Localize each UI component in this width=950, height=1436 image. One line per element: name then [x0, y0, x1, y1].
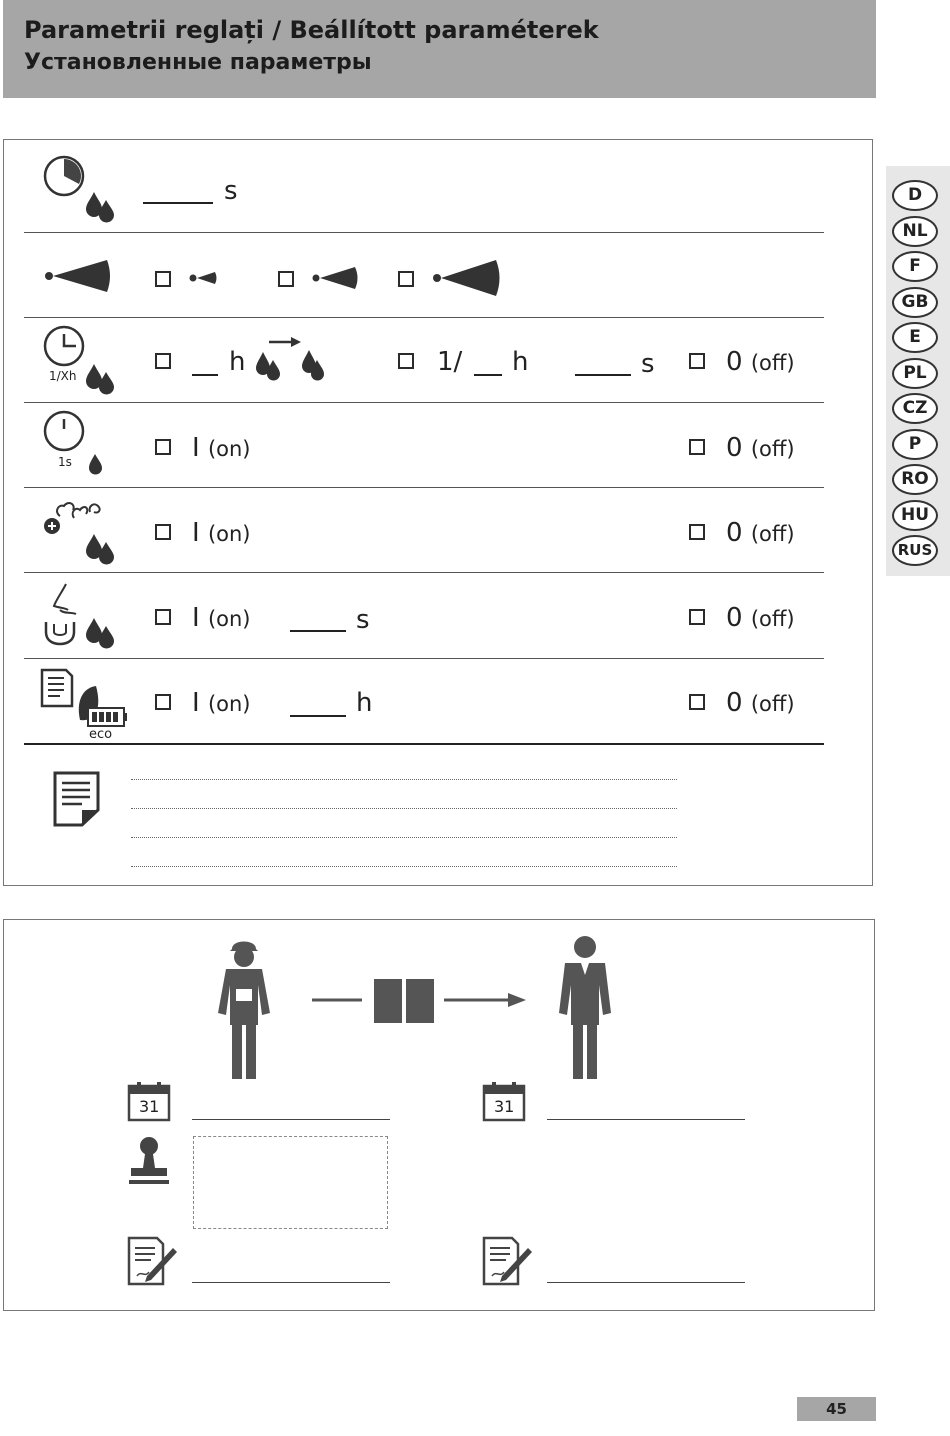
eco-on-label [192, 688, 250, 718]
spray-large-checkbox[interactable] [398, 271, 414, 287]
eco-hours-unit: h [356, 688, 373, 718]
stopwatch-off-checkbox[interactable] [689, 439, 705, 455]
notes-line[interactable] [131, 779, 677, 780]
spray-time-unit: s [224, 176, 238, 206]
lang-tab-pl[interactable]: PL [892, 358, 938, 389]
row-divider [24, 743, 824, 745]
spray-small-checkbox[interactable] [155, 271, 171, 287]
eco-off-checkbox[interactable] [689, 694, 705, 710]
customer-signature-line[interactable] [547, 1282, 745, 1283]
sensor-off-label [726, 603, 795, 633]
row-divider [24, 487, 824, 488]
interval-off-label [726, 347, 795, 377]
hygiene-on-label [192, 518, 250, 548]
on-value: I [192, 518, 200, 548]
page-title: Parametrii reglați / Beállított paraméterek [24, 16, 599, 44]
lang-tab-f[interactable]: F [892, 251, 938, 282]
interval-fraction-prefix: 1/ [437, 347, 463, 377]
interval-fraction-unit: h [512, 347, 529, 377]
eco-on-checkbox[interactable] [155, 694, 171, 710]
notes-icon [52, 770, 102, 832]
on-text: (on) [207, 522, 251, 546]
on-value: I [192, 688, 200, 718]
hygiene-off-label [726, 518, 795, 548]
clock-interval-caption: 1/Xh [49, 369, 77, 383]
parameters-panel [3, 139, 873, 886]
spray-large-icon [432, 257, 504, 303]
interval-hours-blank[interactable] [192, 374, 218, 376]
signature-icon [127, 1236, 179, 1290]
on-text: (on) [207, 607, 251, 631]
lang-tab-rus[interactable]: RUS [892, 535, 938, 566]
sensor-seconds-unit: s [356, 605, 370, 635]
lang-tab-gb[interactable]: GB [892, 287, 938, 318]
interval-hours-checkbox[interactable] [155, 353, 171, 369]
row-divider [24, 317, 824, 318]
off-value: 0 [726, 603, 743, 633]
notes-line[interactable] [131, 837, 677, 838]
hygiene-flush-icon [40, 496, 120, 572]
interval-seconds-unit: s [641, 349, 655, 379]
spray-medium-checkbox[interactable] [278, 271, 294, 287]
stopwatch-caption: 1s [58, 455, 72, 469]
manual-book-icon [312, 975, 530, 1031]
installer-signature-line[interactable] [192, 1282, 390, 1283]
lang-tab-p[interactable]: P [892, 429, 938, 460]
lang-tab-nl[interactable]: NL [892, 216, 938, 247]
on-text: (on) [207, 692, 251, 716]
on-text: (on) [207, 437, 251, 461]
stamp-field[interactable] [193, 1136, 388, 1229]
signature-icon [482, 1236, 534, 1290]
sensor-off-checkbox[interactable] [689, 609, 705, 625]
stamp-icon [127, 1136, 171, 1190]
sensor-face-icon [40, 580, 120, 656]
eco-caption: eco [89, 727, 113, 742]
interval-fraction-checkbox[interactable] [398, 353, 414, 369]
lang-tab-cz[interactable]: CZ [892, 393, 938, 424]
notes-line[interactable] [131, 866, 677, 867]
page-number: 45 [797, 1397, 876, 1421]
off-text: (off) [750, 437, 795, 461]
language-sidebar [886, 166, 950, 576]
spray-medium-icon [311, 264, 361, 296]
off-value: 0 [726, 688, 743, 718]
hygiene-on-checkbox[interactable] [155, 524, 171, 540]
off-value: 0 [726, 518, 743, 548]
off-text: (off) [750, 522, 795, 546]
spray-cone-icon [43, 256, 113, 300]
lang-tab-e[interactable]: E [892, 322, 938, 353]
lang-tab-ro[interactable]: RO [892, 464, 938, 495]
stopwatch-icon [40, 410, 115, 484]
drops-transfer-icon [253, 334, 328, 390]
row-divider [24, 658, 824, 659]
eco-battery-icon [40, 668, 130, 732]
interval-seconds-blank[interactable] [575, 374, 631, 376]
clock-interval-icon [40, 324, 120, 403]
spray-time-blank[interactable] [143, 202, 213, 204]
sensor-on-label [192, 603, 250, 633]
interval-hours-unit: h [229, 347, 246, 377]
eco-hours-blank[interactable] [290, 715, 346, 717]
row-divider [24, 232, 824, 233]
row-divider [24, 402, 824, 403]
stopwatch-off-label [726, 433, 795, 463]
installer-icon [212, 933, 276, 1085]
interval-off-checkbox[interactable] [689, 353, 705, 369]
page-subtitle: Установленные параметры [24, 50, 372, 75]
stopwatch-on-label [192, 433, 250, 463]
on-value: I [192, 603, 200, 633]
lang-tab-d[interactable]: D [892, 180, 938, 211]
hygiene-off-checkbox[interactable] [689, 524, 705, 540]
customer-icon [553, 933, 617, 1085]
timer-drops-icon [40, 152, 120, 231]
eco-off-label [726, 688, 795, 718]
spray-small-icon [188, 268, 220, 292]
installer-date-line[interactable] [192, 1119, 390, 1120]
off-text: (off) [750, 692, 795, 716]
off-text: (off) [750, 351, 795, 375]
off-text: (off) [750, 607, 795, 631]
calendar-day: 31 [494, 1097, 515, 1116]
lang-tab-hu[interactable]: HU [892, 500, 938, 531]
off-value: 0 [726, 347, 743, 377]
customer-date-line[interactable] [547, 1119, 745, 1120]
page-header [3, 0, 876, 98]
row-divider [24, 572, 824, 573]
stopwatch-on-checkbox[interactable] [155, 439, 171, 455]
calendar-day: 31 [139, 1097, 160, 1116]
sensor-seconds-blank[interactable] [290, 630, 346, 632]
interval-fraction-blank[interactable] [474, 374, 502, 376]
off-value: 0 [726, 433, 743, 463]
on-value: I [192, 433, 200, 463]
sensor-on-checkbox[interactable] [155, 609, 171, 625]
notes-line[interactable] [131, 808, 677, 809]
